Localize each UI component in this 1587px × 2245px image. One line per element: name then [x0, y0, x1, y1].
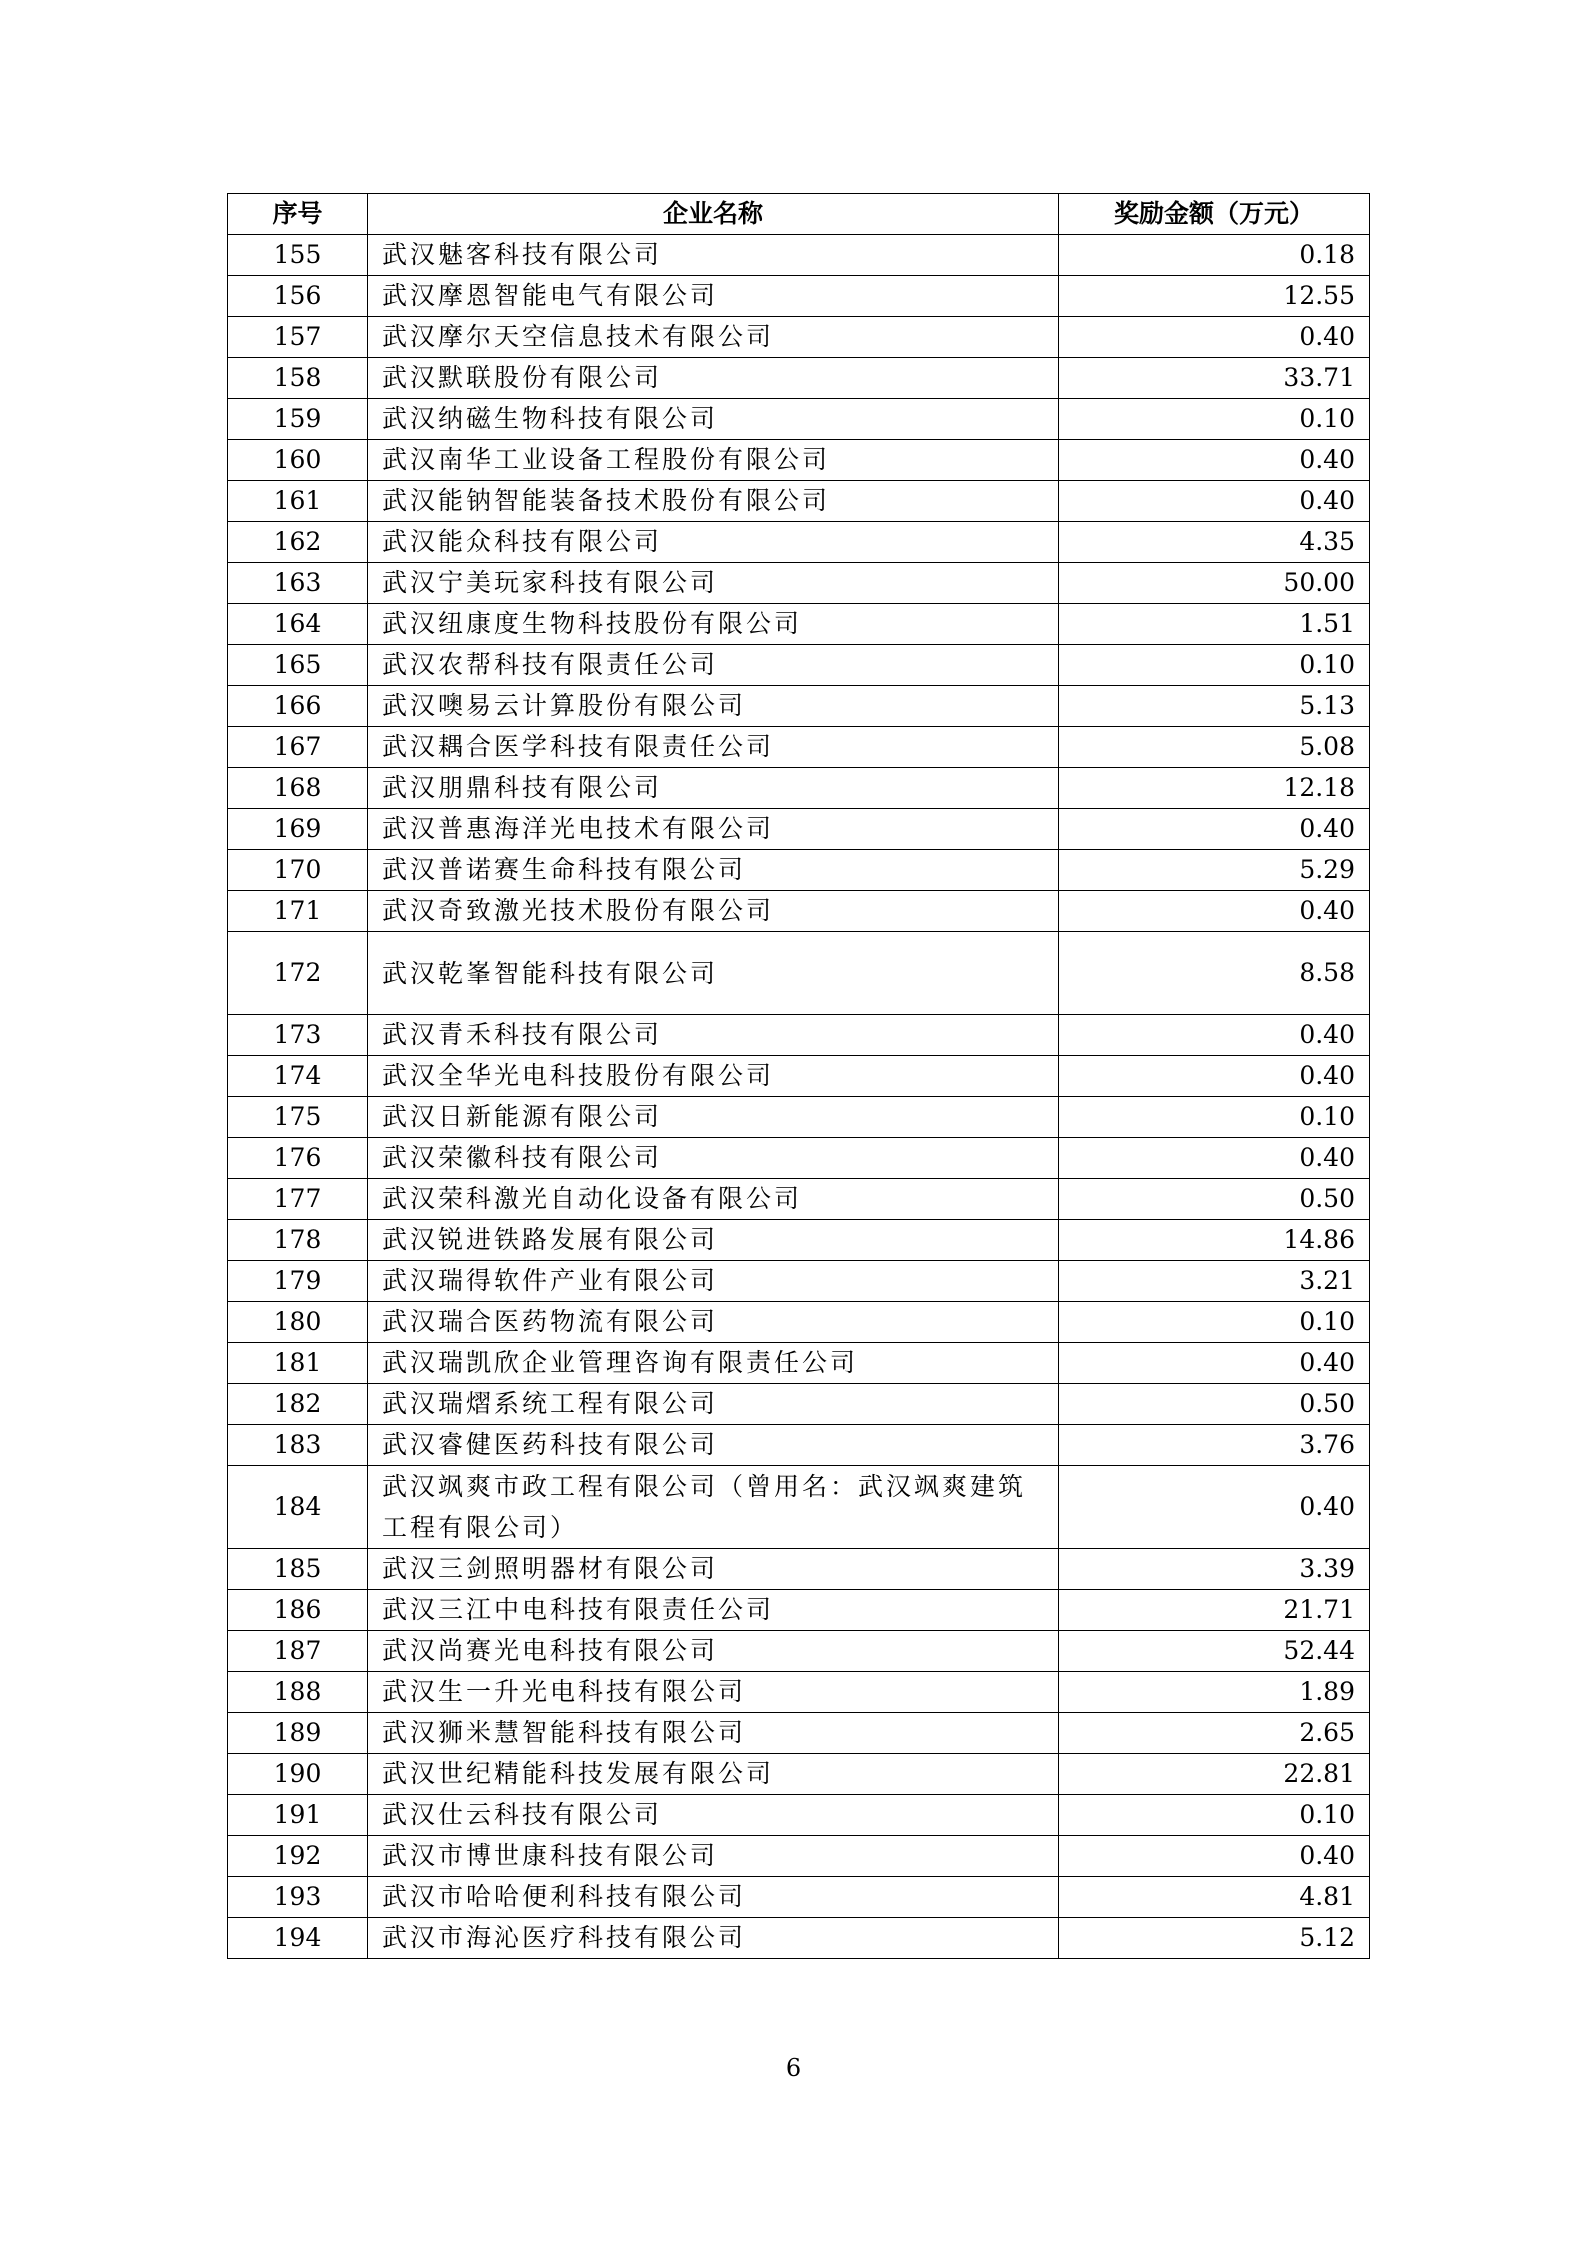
table-row: [228, 1631, 1370, 1672]
row-reward-amount: 4.35: [1059, 522, 1370, 563]
row-reward-amount: 5.12: [1059, 1918, 1370, 1959]
row-index: 178: [228, 1220, 368, 1261]
row-company-name: 武汉默联股份有限公司: [368, 358, 1059, 399]
table-row: [228, 1466, 1370, 1549]
row-index: 167: [228, 727, 368, 768]
table-row: [228, 481, 1370, 522]
table-row: [228, 1877, 1370, 1918]
row-index: 185: [228, 1549, 368, 1590]
row-company-name: 武汉青禾科技有限公司: [368, 1015, 1059, 1056]
row-index: 171: [228, 891, 368, 932]
row-company-name: 武汉魅客科技有限公司: [368, 235, 1059, 276]
row-company-name: 武汉能钠智能装备技术股份有限公司: [368, 481, 1059, 522]
row-index: 158: [228, 358, 368, 399]
row-company-name: 武汉市博世康科技有限公司: [368, 1836, 1059, 1877]
page-number: 6: [785, 2054, 802, 2082]
table-row: [228, 1056, 1370, 1097]
row-index: 179: [228, 1261, 368, 1302]
reward-table: [227, 193, 1370, 1959]
row-company-name: 武汉宁美玩家科技有限公司: [368, 563, 1059, 604]
table-row: [228, 1220, 1370, 1261]
row-company-name: 武汉南华工业设备工程股份有限公司: [368, 440, 1059, 481]
row-reward-amount: 3.76: [1059, 1425, 1370, 1466]
table-row: [228, 1384, 1370, 1425]
table-row: [228, 1179, 1370, 1220]
row-index: 166: [228, 686, 368, 727]
row-reward-amount: 0.40: [1059, 809, 1370, 850]
row-reward-amount: 0.10: [1059, 1097, 1370, 1138]
row-reward-amount: 0.10: [1059, 1795, 1370, 1836]
row-index: 173: [228, 1015, 368, 1056]
table-row: [228, 1672, 1370, 1713]
row-company-name: 武汉能众科技有限公司: [368, 522, 1059, 563]
table-body: [228, 235, 1370, 1959]
row-index: 189: [228, 1713, 368, 1754]
row-index: 187: [228, 1631, 368, 1672]
table-row: [228, 358, 1370, 399]
row-company-name: 武汉世纪精能科技发展有限公司: [368, 1754, 1059, 1795]
header-reward-amount: 奖励金额（万元）: [1059, 194, 1370, 235]
table-row: [228, 1590, 1370, 1631]
row-reward-amount: 21.71: [1059, 1590, 1370, 1631]
row-reward-amount: 14.86: [1059, 1220, 1370, 1261]
row-index: 168: [228, 768, 368, 809]
row-company-name: 武汉瑞凯欣企业管理咨询有限责任公司: [368, 1343, 1059, 1384]
table-row: [228, 1261, 1370, 1302]
row-index: 155: [228, 235, 368, 276]
table-row: [228, 686, 1370, 727]
row-company-name: 武汉尚赛光电科技有限公司: [368, 1631, 1059, 1672]
row-index: 186: [228, 1590, 368, 1631]
row-company-name: 武汉摩恩智能电气有限公司: [368, 276, 1059, 317]
table-row: [228, 1097, 1370, 1138]
row-index: 156: [228, 276, 368, 317]
row-company-name: 武汉乾峯智能科技有限公司: [368, 932, 1059, 1015]
row-reward-amount: 0.40: [1059, 1015, 1370, 1056]
row-company-name: 武汉狮米慧智能科技有限公司: [368, 1713, 1059, 1754]
row-index: 164: [228, 604, 368, 645]
table-row: [228, 1343, 1370, 1384]
table-row: [228, 1549, 1370, 1590]
row-reward-amount: 3.21: [1059, 1261, 1370, 1302]
row-company-name: 武汉瑞熠系统工程有限公司: [368, 1384, 1059, 1425]
row-index: 188: [228, 1672, 368, 1713]
row-reward-amount: 0.10: [1059, 645, 1370, 686]
row-reward-amount: 0.40: [1059, 1056, 1370, 1097]
row-reward-amount: 8.58: [1059, 932, 1370, 1015]
row-reward-amount: 52.44: [1059, 1631, 1370, 1672]
row-index: 163: [228, 563, 368, 604]
row-reward-amount: 0.40: [1059, 1466, 1370, 1549]
row-company-name: 武汉瑞得软件产业有限公司: [368, 1261, 1059, 1302]
row-index: 190: [228, 1754, 368, 1795]
row-reward-amount: 1.89: [1059, 1672, 1370, 1713]
row-reward-amount: 5.08: [1059, 727, 1370, 768]
row-index: 182: [228, 1384, 368, 1425]
row-reward-amount: 0.50: [1059, 1384, 1370, 1425]
table-row: [228, 1836, 1370, 1877]
table-row: [228, 932, 1370, 1015]
row-company-name: 武汉日新能源有限公司: [368, 1097, 1059, 1138]
table-row: [228, 850, 1370, 891]
table-row: [228, 235, 1370, 276]
row-reward-amount: 5.13: [1059, 686, 1370, 727]
row-reward-amount: 0.40: [1059, 1138, 1370, 1179]
row-company-name: 武汉飒爽市政工程有限公司（曾用名：武汉飒爽建筑工程有限公司）: [368, 1466, 1059, 1549]
row-index: 170: [228, 850, 368, 891]
row-reward-amount: 5.29: [1059, 850, 1370, 891]
row-reward-amount: 1.51: [1059, 604, 1370, 645]
table-row: [228, 604, 1370, 645]
row-company-name: 武汉耦合医学科技有限责任公司: [368, 727, 1059, 768]
row-index: 194: [228, 1918, 368, 1959]
header-index: 序号: [228, 194, 368, 235]
row-company-name: 武汉纽康度生物科技股份有限公司: [368, 604, 1059, 645]
row-company-name: 武汉生一升光电科技有限公司: [368, 1672, 1059, 1713]
table-row: [228, 522, 1370, 563]
table-row: [228, 1918, 1370, 1959]
row-index: 161: [228, 481, 368, 522]
header-company-name: 企业名称: [368, 194, 1059, 235]
table-row: [228, 1138, 1370, 1179]
row-company-name: 武汉朋鼎科技有限公司: [368, 768, 1059, 809]
table-row: [228, 1795, 1370, 1836]
row-reward-amount: 2.65: [1059, 1713, 1370, 1754]
table-row: [228, 1425, 1370, 1466]
row-index: 175: [228, 1097, 368, 1138]
table-row: [228, 276, 1370, 317]
table-header-row: [228, 194, 1370, 235]
table-row: [228, 563, 1370, 604]
row-index: 192: [228, 1836, 368, 1877]
table-row: [228, 317, 1370, 358]
row-reward-amount: 0.40: [1059, 481, 1370, 522]
row-reward-amount: 3.39: [1059, 1549, 1370, 1590]
row-index: 191: [228, 1795, 368, 1836]
table-row: [228, 891, 1370, 932]
row-index: 177: [228, 1179, 368, 1220]
row-reward-amount: 0.18: [1059, 235, 1370, 276]
row-company-name: 武汉市海沁医疗科技有限公司: [368, 1918, 1059, 1959]
row-index: 181: [228, 1343, 368, 1384]
table-row: [228, 1754, 1370, 1795]
table-row: [228, 809, 1370, 850]
row-index: 180: [228, 1302, 368, 1343]
row-reward-amount: 0.40: [1059, 440, 1370, 481]
row-reward-amount: 0.50: [1059, 1179, 1370, 1220]
table-row: [228, 645, 1370, 686]
row-index: 176: [228, 1138, 368, 1179]
row-company-name: 武汉瑞合医药物流有限公司: [368, 1302, 1059, 1343]
row-company-name: 武汉纳磁生物科技有限公司: [368, 399, 1059, 440]
row-company-name: 武汉锐进铁路发展有限公司: [368, 1220, 1059, 1261]
row-reward-amount: 4.81: [1059, 1877, 1370, 1918]
row-index: 159: [228, 399, 368, 440]
row-index: 169: [228, 809, 368, 850]
row-reward-amount: 12.55: [1059, 276, 1370, 317]
row-reward-amount: 12.18: [1059, 768, 1370, 809]
row-company-name: 武汉普惠海洋光电技术有限公司: [368, 809, 1059, 850]
table-row: [228, 1302, 1370, 1343]
table-row: [228, 768, 1370, 809]
row-company-name: 武汉奇致激光技术股份有限公司: [368, 891, 1059, 932]
row-index: 184: [228, 1466, 368, 1549]
table-row: [228, 1713, 1370, 1754]
row-reward-amount: 33.71: [1059, 358, 1370, 399]
row-reward-amount: 0.40: [1059, 1343, 1370, 1384]
row-index: 193: [228, 1877, 368, 1918]
row-company-name: 武汉三江中电科技有限责任公司: [368, 1590, 1059, 1631]
table-row: [228, 399, 1370, 440]
row-company-name: 武汉睿健医药科技有限公司: [368, 1425, 1059, 1466]
row-company-name: 武汉荣徽科技有限公司: [368, 1138, 1059, 1179]
table-row: [228, 440, 1370, 481]
row-reward-amount: 0.40: [1059, 1836, 1370, 1877]
row-index: 160: [228, 440, 368, 481]
row-company-name: 武汉三剑照明器材有限公司: [368, 1549, 1059, 1590]
row-index: 165: [228, 645, 368, 686]
row-index: 183: [228, 1425, 368, 1466]
row-reward-amount: 50.00: [1059, 563, 1370, 604]
row-reward-amount: 0.10: [1059, 399, 1370, 440]
row-company-name: 武汉噢易云计算股份有限公司: [368, 686, 1059, 727]
row-company-name: 武汉市哈哈便利科技有限公司: [368, 1877, 1059, 1918]
row-company-name: 武汉全华光电科技股份有限公司: [368, 1056, 1059, 1097]
row-reward-amount: 0.10: [1059, 1302, 1370, 1343]
row-index: 172: [228, 932, 368, 1015]
row-index: 162: [228, 522, 368, 563]
row-index: 174: [228, 1056, 368, 1097]
row-reward-amount: 22.81: [1059, 1754, 1370, 1795]
row-index: 157: [228, 317, 368, 358]
table-row: [228, 1015, 1370, 1056]
row-company-name: 武汉仕云科技有限公司: [368, 1795, 1059, 1836]
row-company-name: 武汉摩尔天空信息技术有限公司: [368, 317, 1059, 358]
row-company-name: 武汉普诺赛生命科技有限公司: [368, 850, 1059, 891]
row-reward-amount: 0.40: [1059, 317, 1370, 358]
row-company-name: 武汉荣科激光自动化设备有限公司: [368, 1179, 1059, 1220]
table-row: [228, 727, 1370, 768]
row-reward-amount: 0.40: [1059, 891, 1370, 932]
row-company-name: 武汉农帮科技有限责任公司: [368, 645, 1059, 686]
